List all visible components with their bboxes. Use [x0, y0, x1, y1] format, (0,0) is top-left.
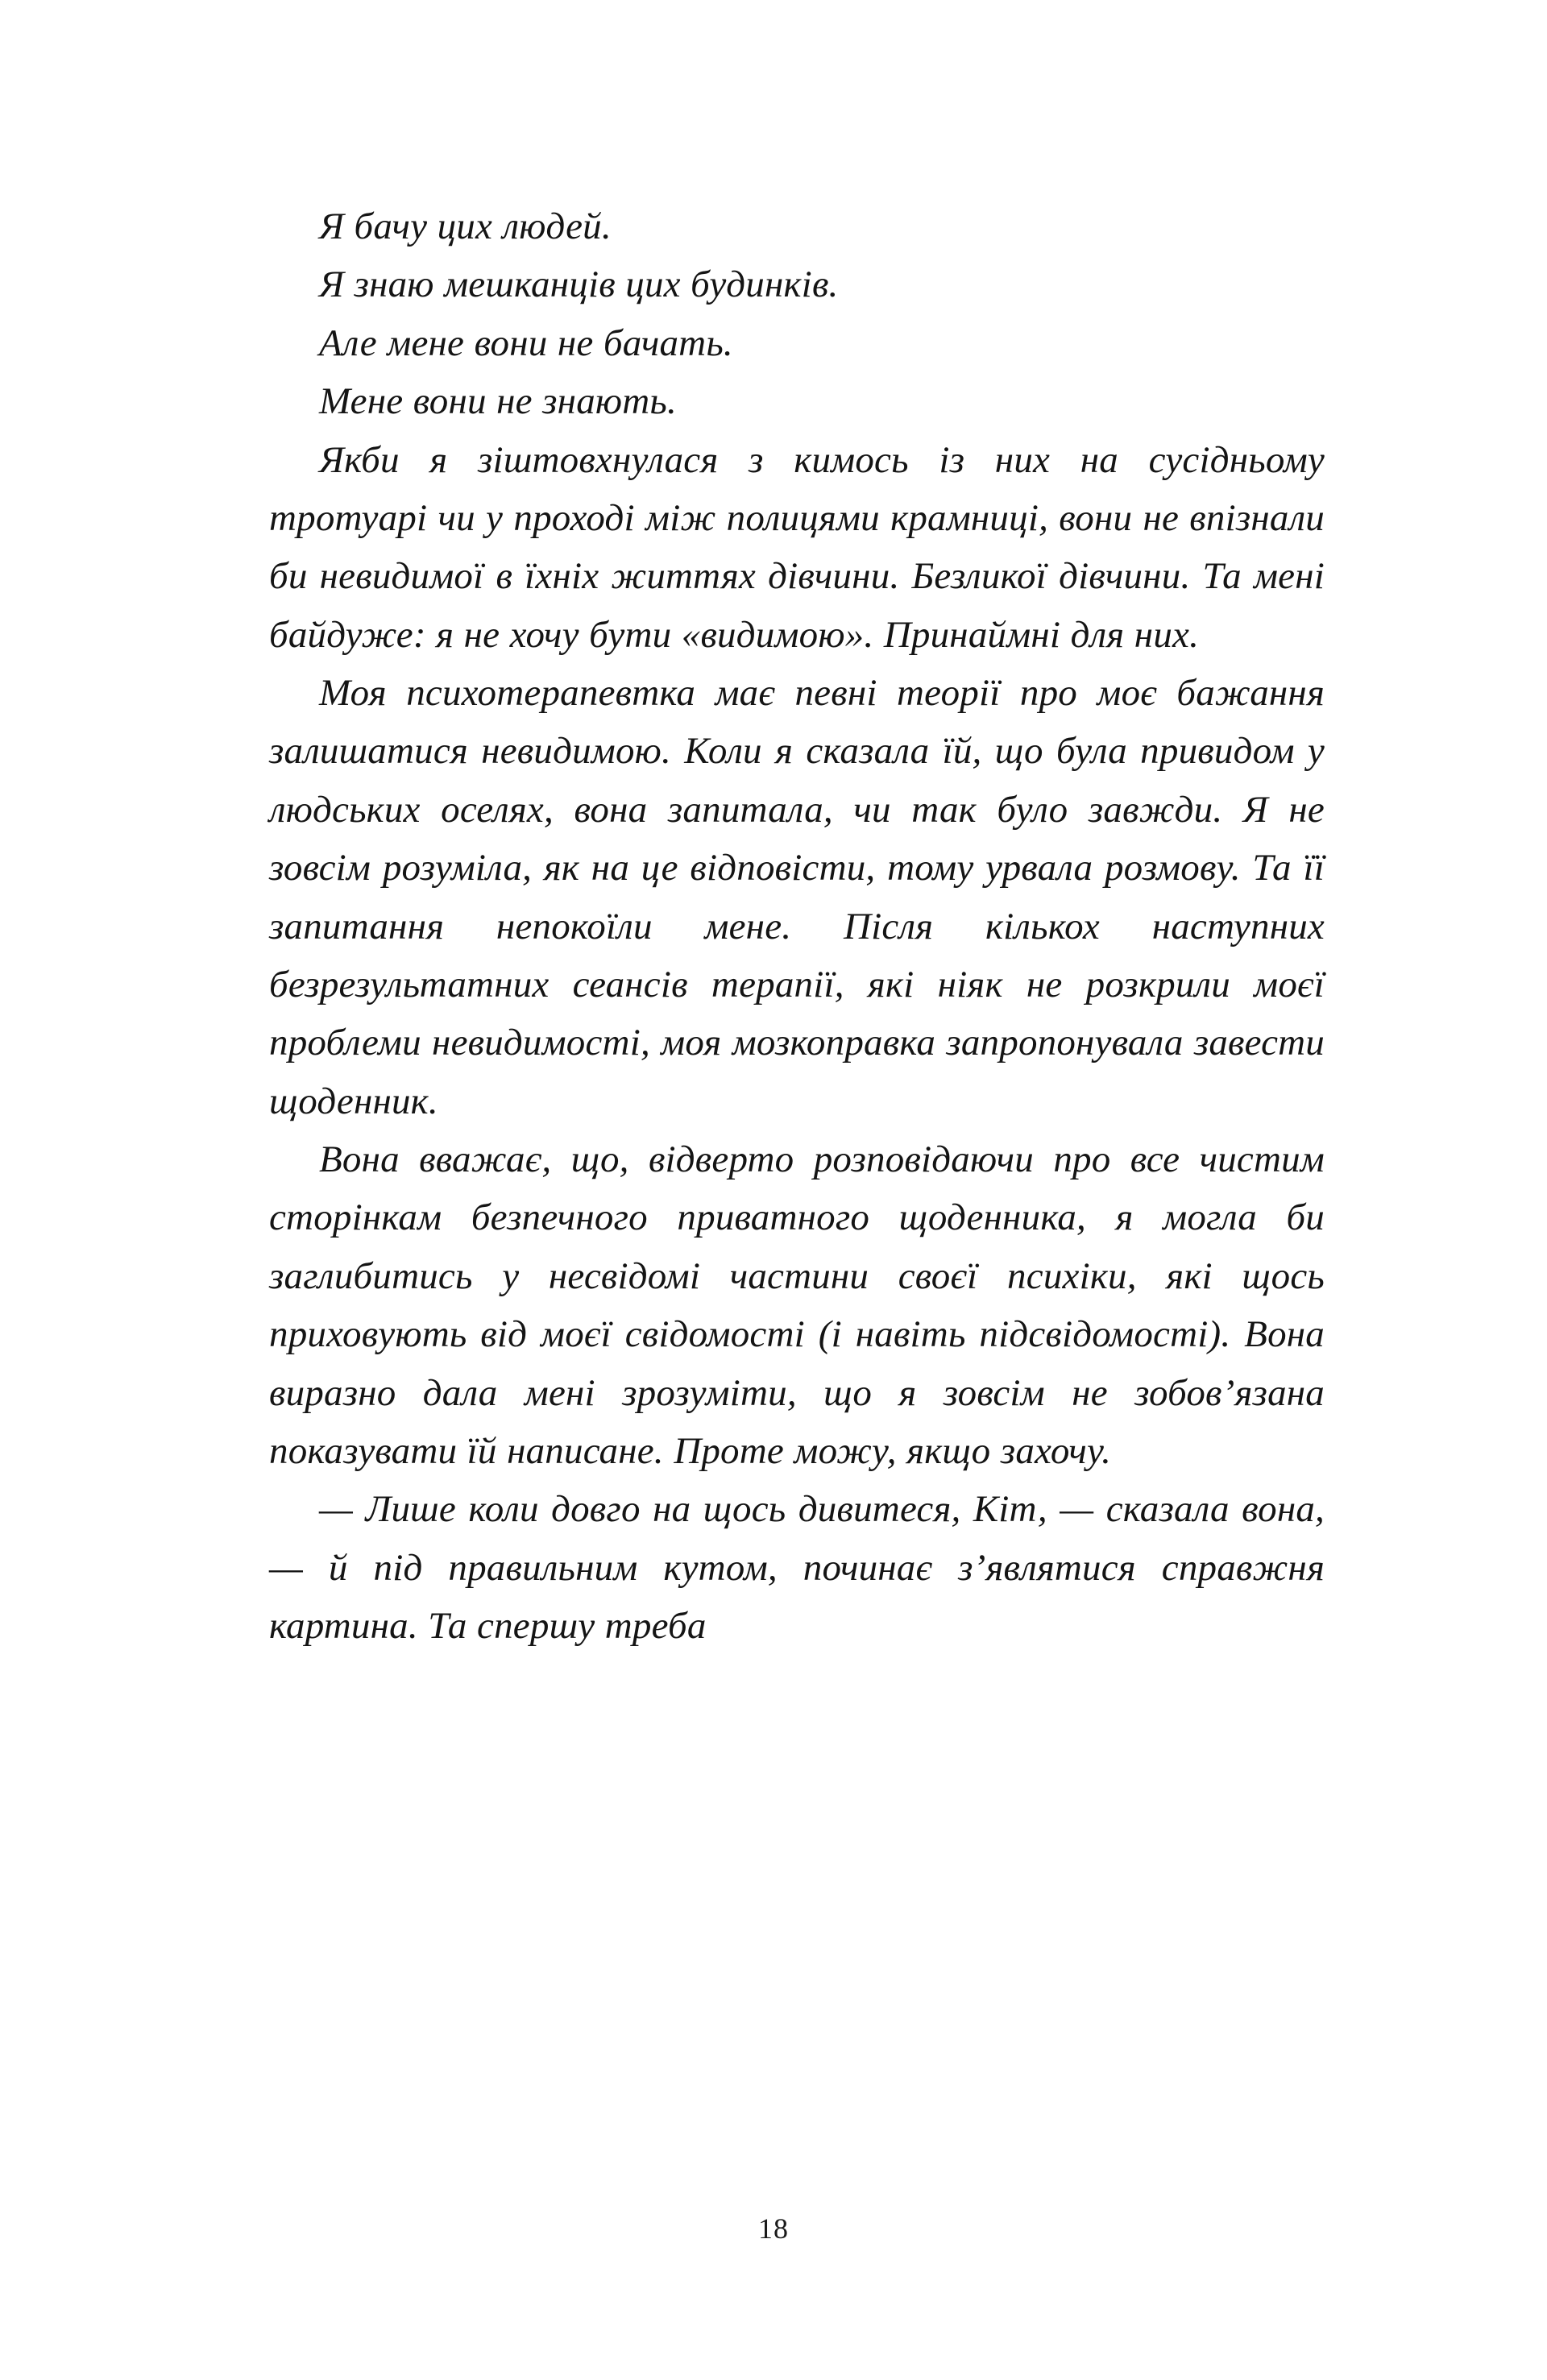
page-number: 18: [758, 2212, 789, 2245]
body-line-2: Я знаю мешканців цих будинків.: [319, 263, 839, 306]
body-paragraph-4: — Лише коли довго на щось дивитеся, Кіт, — сказала вона, — й під правильним кутом, починає з’являтися справжня картина. Та спершу треба: [269, 1488, 1325, 1647]
body-line-1: Я бачу цих людей.: [319, 205, 612, 247]
body-paragraph-2: Моя психотерапевтка має певні теорії про моє бажання залишатися невидимою. Коли я сказала їй, що була привидом у людських оселях, вона запитала, чи так було завжди. Я не зовсім розуміла, як на це відповісти, тому урвала розмову. Та її запитання непокоїли мене. Після кількох наступних безрезультатних сеансів терапії, які ніяк не розкрили моєї проблеми невидимості, моя мозкоправка запропонувала завести щоденник.: [269, 672, 1325, 1122]
body-text-column: [269, 197, 1325, 1655]
body-line-3: Але мене вони не бачать.: [319, 321, 733, 364]
body-paragraph-1: Якби я зіштовхнулася з кимось із них на сусідньому тротуарі чи у проході між полицями крамниці, вони не впізнали би невидимої в їхніх життях дівчини. Безликої дівчини. Та мені байдуже: я не хочу бути «видимою». Принаймні для них.: [269, 438, 1325, 656]
body-line-4: Мене вони не знають.: [319, 380, 677, 423]
body-paragraph-3: Вона вважає, що, відверто розповідаючи про все чистим сторінкам безпечного приватного щоденника, я могла би заглибитись у несвідомі частини своєї психіки, які щось приховують від моєї свідомості (і навіть підсвідомості). Вона виразно дала мені зрозуміти, що я зовсім не зобов’язана показувати їй написане. Проте можу, якщо захочу.: [269, 1138, 1325, 1472]
